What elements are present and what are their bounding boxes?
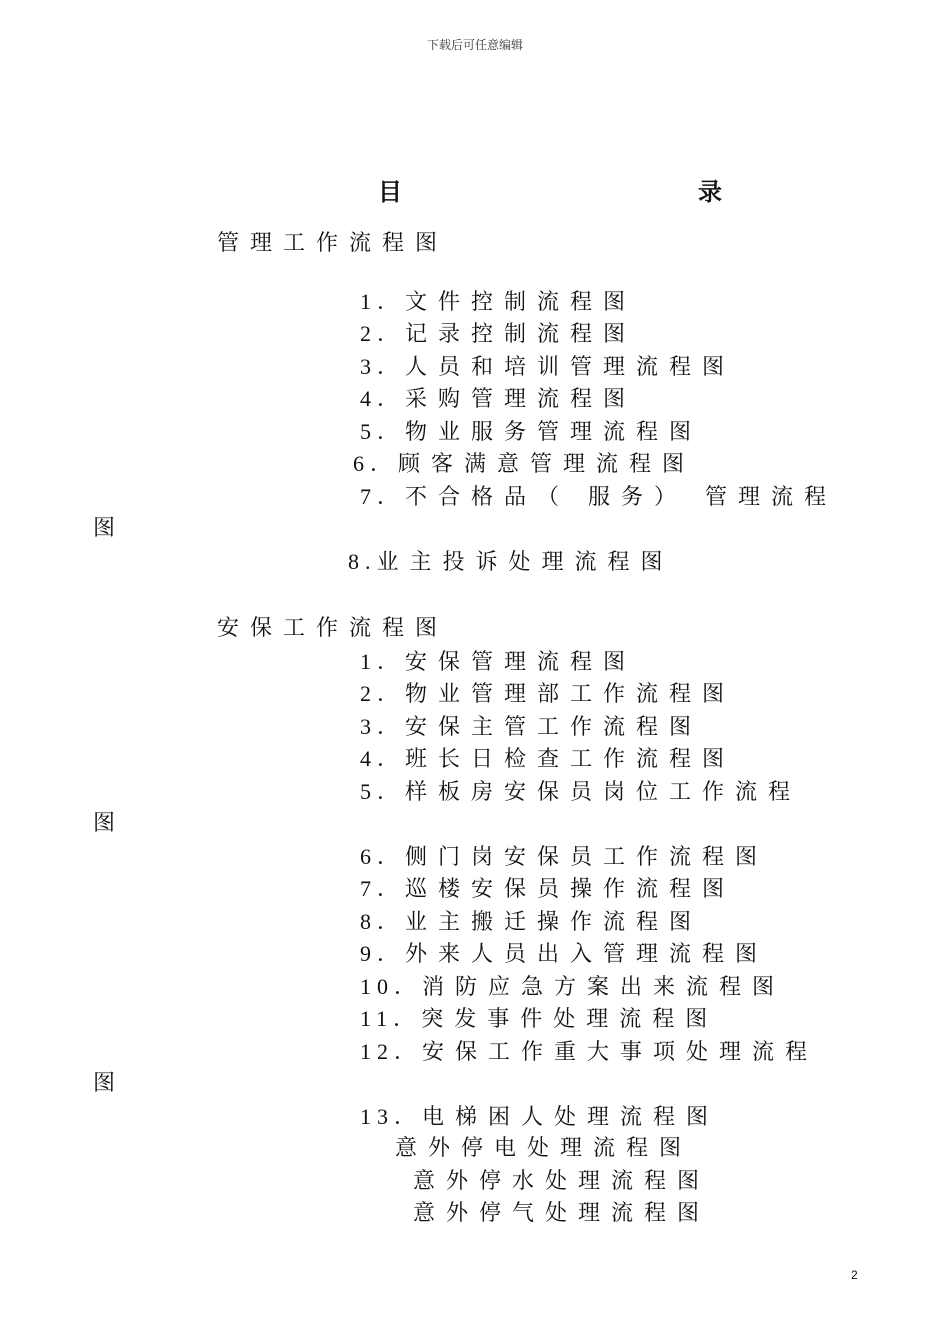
list-item-wrap: 图 <box>93 516 127 541</box>
list-item: 7．不合格品（ 服务） 管理流程 <box>360 484 838 510</box>
list-item: 4．班长日检查工作流程图 <box>360 746 736 772</box>
list-item-extra: 意外停电处理流程图 <box>395 1136 693 1161</box>
list-item: 1．文件控制流程图 <box>360 289 637 315</box>
list-item: 7．巡楼安保员操作流程图 <box>360 876 736 902</box>
list-item: 8.业主投诉处理流程图 <box>348 549 674 575</box>
list-item-extra: 意外停水处理流程图 <box>413 1169 711 1194</box>
list-item-wrap: 图 <box>93 811 127 836</box>
list-item-wrap: 图 <box>93 1071 127 1096</box>
list-item: 11．突发事件处理流程图 <box>360 1006 719 1032</box>
section-heading-security: 安保工作流程图 <box>217 616 449 641</box>
list-item: 12．安保工作重大事项处理流程 <box>360 1039 819 1065</box>
list-item: 4．采购管理流程图 <box>360 386 637 412</box>
toc-title-left: 目 <box>378 178 402 206</box>
list-item: 10．消防应急方案出来流程图 <box>360 974 786 1000</box>
list-item: 2．记录控制流程图 <box>360 321 637 347</box>
section-heading-management: 管理工作流程图 <box>217 231 449 256</box>
list-item: 6．侧门岗安保员工作流程图 <box>360 844 769 870</box>
list-item: 5．样板房安保员岗位工作流程 <box>360 779 802 805</box>
list-item: 3．安保主管工作流程图 <box>360 714 703 740</box>
list-item: 3．人员和培训管理流程图 <box>360 354 736 380</box>
list-item: 1．安保管理流程图 <box>360 649 637 675</box>
page-number: 2 <box>851 1268 858 1282</box>
toc-title-right: 录 <box>698 178 722 206</box>
list-item: 13．电梯困人处理流程图 <box>360 1104 720 1130</box>
list-item: 6．顾客满意管理流程图 <box>353 451 696 477</box>
list-item: 5．物业服务管理流程图 <box>360 419 703 445</box>
list-item: 8．业主搬迁操作流程图 <box>360 909 703 935</box>
page-header-note: 下载后可任意编辑 <box>426 38 523 52</box>
list-item-extra: 意外停气处理流程图 <box>413 1201 711 1226</box>
list-item: 2．物业管理部工作流程图 <box>360 681 736 707</box>
list-item: 9．外来人员出入管理流程图 <box>360 941 769 967</box>
